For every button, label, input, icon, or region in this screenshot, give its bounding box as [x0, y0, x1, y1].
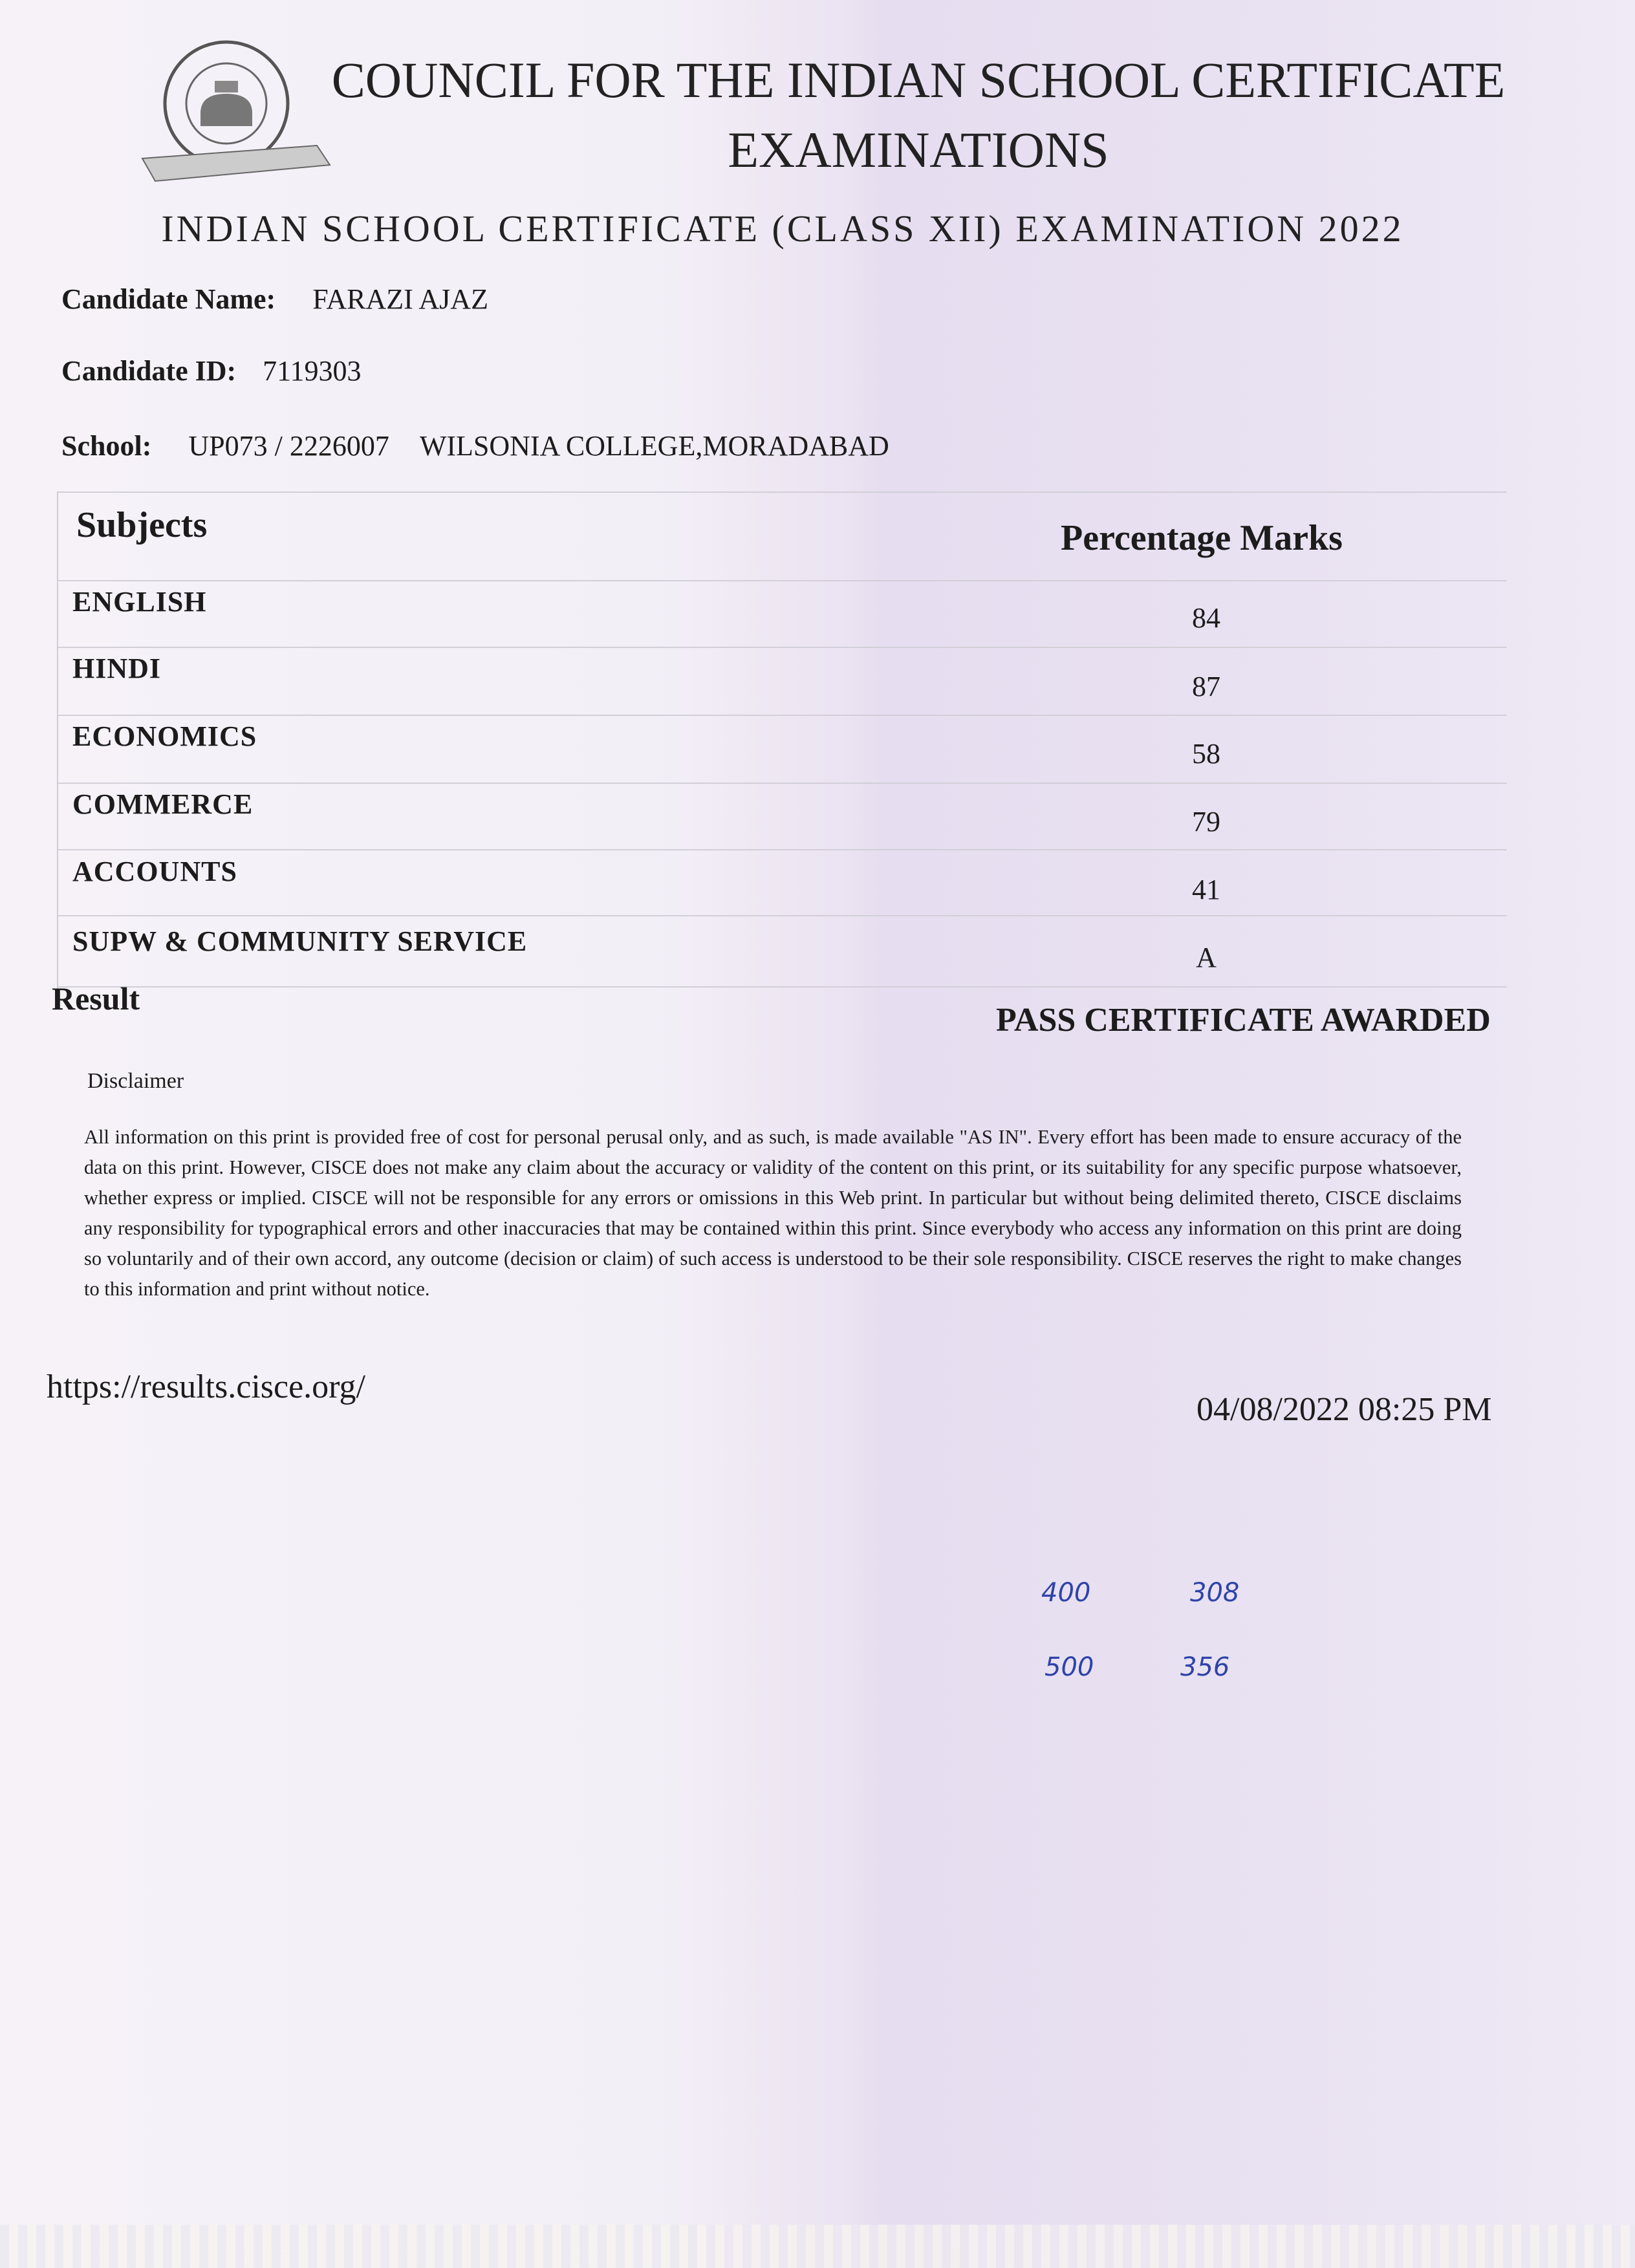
scan-edge-artifact [0, 2225, 1635, 2268]
candidate-id-label: Candidate ID: [61, 355, 237, 387]
print-timestamp: 04/08/2022 08:25 PM [1196, 1391, 1492, 1428]
exam-title: INDIAN SCHOOL CERTIFICATE (CLASS XII) EXAMINATION 2022 [161, 208, 1404, 250]
subject-name: HINDI [72, 653, 162, 684]
candidate-id-value: 7119303 [263, 355, 362, 387]
result-value: PASS CERTIFICATE AWARDED [996, 1002, 1491, 1039]
school-row [61, 429, 889, 462]
subject-name: COMMERCE [72, 788, 254, 820]
council-title-line1: COUNCIL FOR THE INDIAN SCHOOL CERTIFICATE [331, 52, 1506, 108]
candidate-name-value: FARAZI AJAZ [312, 283, 488, 315]
handwritten-note: 356 [1180, 1652, 1230, 1682]
subject-mark: A [1196, 942, 1217, 973]
column-header-subjects: Subjects [76, 505, 208, 545]
candidate-name-row [61, 283, 488, 316]
column-header-percentage-marks: Percentage Marks [1061, 518, 1343, 558]
school-name: WILSONIA COLLEGE,MORADABAD [419, 430, 889, 462]
candidate-name-label: Candidate Name: [61, 283, 276, 315]
handwritten-note: 308 [1190, 1578, 1240, 1608]
subject-mark: 58 [1192, 738, 1220, 770]
result-label: Result [52, 980, 140, 1017]
council-title-line2: EXAMINATIONS [728, 122, 1109, 178]
subject-name: ENGLISH [72, 586, 207, 618]
subject-name: ACCOUNTS [72, 856, 237, 887]
disclaimer-title: Disclaimer [87, 1069, 184, 1093]
subject-mark: 41 [1192, 874, 1220, 905]
disclaimer-body: All information on this print is provided free of cost for personal perusal only, and as such, is made available "AS IN". Every effort has been made to ensure accuracy of the data on this print. However, CISCE does not make any claim about the accuracy or validity of the content on this print, or its suitability for any specific purpose whatsoever, whether express or implied. CISCE will not be responsible for any errors or omissions in this Web print. In particular but without being delimited thereto, CISCE disclaims any responsibility for typographical errors and other inaccuracies that may be contained within this print. Since everybody who access any information on this print are doing so voluntarily and of their own accord, any outcome (decision or claim) of such access is understood to be their sole responsibility. CISCE reserves the right to make changes to this information and print without notice. [84, 1126, 1462, 1300]
school-label: School: [61, 430, 152, 462]
marks-table [57, 491, 1507, 989]
subject-mark: 79 [1192, 806, 1220, 837]
council-title [278, 45, 1559, 185]
subject-mark: 84 [1192, 602, 1220, 634]
subject-mark: 87 [1192, 671, 1220, 702]
subject-name: ECONOMICS [72, 720, 257, 752]
school-code: UP073 / 2226007 [188, 430, 389, 462]
candidate-id-row [61, 354, 362, 387]
handwritten-note: 500 [1045, 1652, 1094, 1682]
handwritten-note: 400 [1041, 1578, 1091, 1608]
results-url: https://results.cisce.org/ [47, 1368, 365, 1405]
subject-name: SUPW & COMMUNITY SERVICE [72, 925, 528, 957]
